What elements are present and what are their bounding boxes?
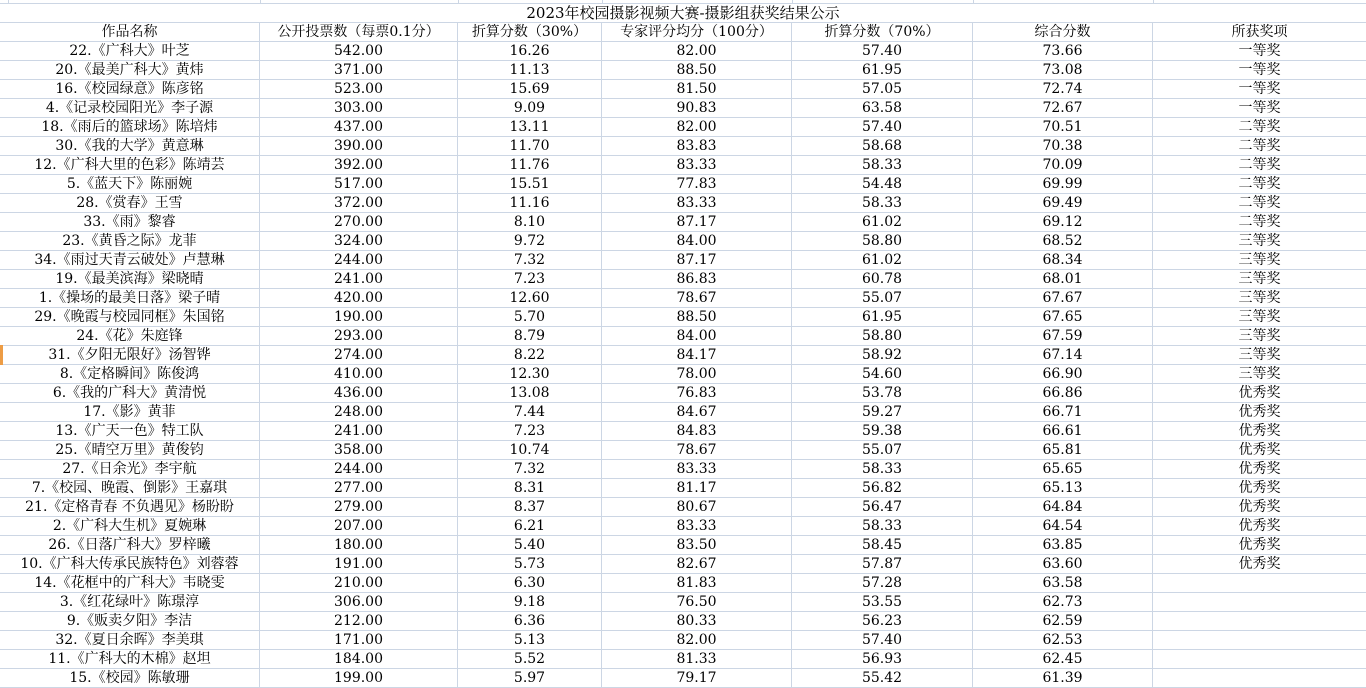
cell-score30[interactable]: 13.11 (458, 118, 602, 136)
cell-score30[interactable]: 6.30 (458, 574, 602, 592)
cell-name[interactable]: 4.《记录校园阳光》李子源 (0, 99, 260, 117)
cell-expert[interactable]: 78.00 (602, 365, 792, 383)
cell-score70[interactable]: 54.48 (792, 175, 973, 193)
cell-score70[interactable]: 58.45 (792, 536, 973, 554)
cell-award[interactable] (1153, 612, 1366, 630)
cell-expert[interactable]: 84.00 (602, 232, 792, 250)
cell-name[interactable]: 7.《校园、晚霞、倒影》王嘉琪 (0, 479, 260, 497)
cell-award[interactable]: 三等奖 (1238, 347, 1281, 363)
header-cell-score30[interactable]: 折算分数（30%） (458, 23, 602, 41)
cell-total[interactable]: 70.51 (973, 118, 1153, 136)
cell-award[interactable]: 二等奖 (1238, 176, 1281, 192)
cell-score30[interactable]: 5.70 (458, 308, 602, 326)
cell-award[interactable]: 优秀奖 (1238, 404, 1281, 420)
cell-score70[interactable]: 58.33 (792, 460, 973, 478)
cell-score70[interactable]: 58.80 (792, 232, 973, 250)
cell-votes[interactable]: 184.00 (260, 650, 458, 668)
cell-votes[interactable]: 241.00 (260, 422, 458, 440)
cell-award[interactable]: 二等奖 (1238, 157, 1281, 173)
cell-score30[interactable]: 16.26 (458, 42, 602, 60)
cell-expert[interactable]: 83.50 (602, 536, 792, 554)
cell-votes[interactable]: 324.00 (260, 232, 458, 250)
cell-score70[interactable]: 61.95 (792, 308, 973, 326)
cell-score70[interactable]: 57.05 (792, 80, 973, 98)
cell-name[interactable]: 17.《影》黄菲 (0, 403, 260, 421)
cell-score30[interactable]: 9.72 (458, 232, 602, 250)
cell-expert[interactable]: 81.33 (602, 650, 792, 668)
cell-votes[interactable]: 371.00 (260, 61, 458, 79)
cell-total[interactable]: 70.38 (973, 137, 1153, 155)
cell-score70[interactable]: 58.80 (792, 327, 973, 345)
cell-award[interactable]: 三等奖 (1238, 366, 1281, 382)
cell-votes[interactable]: 392.00 (260, 156, 458, 174)
cell-award[interactable]: 优秀奖 (1238, 499, 1281, 515)
cell-score70[interactable]: 56.82 (792, 479, 973, 497)
header-cell-total[interactable]: 综合分数 (973, 23, 1153, 41)
header-cell-award[interactable]: 所获奖项 (1231, 24, 1288, 40)
cell-expert[interactable]: 88.50 (602, 61, 792, 79)
cell-award[interactable] (1153, 631, 1366, 649)
cell-score70[interactable]: 59.38 (792, 422, 973, 440)
cell-award[interactable]: 一等奖 (1238, 62, 1281, 78)
cell-total[interactable]: 70.09 (973, 156, 1153, 174)
gridline-tick (8, 0, 9, 3)
cell-votes[interactable]: 437.00 (260, 118, 458, 136)
cell-score70[interactable]: 55.07 (792, 441, 973, 459)
cell-award[interactable]: 二等奖 (1238, 195, 1281, 211)
cell-expert[interactable]: 83.33 (602, 460, 792, 478)
cell-votes[interactable]: 372.00 (260, 194, 458, 212)
cell-expert[interactable]: 82.00 (602, 631, 792, 649)
cell-award[interactable]: 三等奖 (1238, 309, 1281, 325)
cell-name[interactable]: 27.《日余光》李宇航 (0, 460, 260, 478)
cell-name[interactable]: 31.《夕阳无限好》汤智铧 (0, 346, 260, 364)
cell-score70[interactable]: 58.68 (792, 137, 973, 155)
cell-award[interactable] (1153, 593, 1366, 611)
table-row (0, 156, 1366, 175)
table-row (0, 232, 1366, 251)
cell-award[interactable]: 二等奖 (1238, 138, 1281, 154)
header-cell-score70[interactable]: 折算分数（70%） (792, 23, 973, 41)
cell-score30[interactable]: 10.74 (458, 441, 602, 459)
cell-award[interactable]: 二等奖 (1238, 119, 1281, 135)
cell-total[interactable]: 67.14 (973, 346, 1153, 364)
table-row (0, 308, 1366, 327)
cell-votes[interactable]: 180.00 (260, 536, 458, 554)
cell-score30[interactable]: 7.44 (458, 403, 602, 421)
table-row (0, 42, 1366, 61)
cell-score70[interactable]: 58.33 (792, 194, 973, 212)
cell-total[interactable]: 63.58 (973, 574, 1153, 592)
cell-score30[interactable]: 11.76 (458, 156, 602, 174)
cell-votes[interactable]: 270.00 (260, 213, 458, 231)
cell-total[interactable]: 62.45 (973, 650, 1153, 668)
cell-votes[interactable]: 358.00 (260, 441, 458, 459)
table-row (0, 61, 1366, 80)
cell-score30[interactable]: 9.09 (458, 99, 602, 117)
table-row (0, 612, 1366, 631)
cell-score70[interactable]: 61.95 (792, 61, 973, 79)
cell-expert[interactable]: 83.33 (602, 156, 792, 174)
cell-name[interactable]: 16.《校园绿意》陈彦铭 (0, 80, 260, 98)
cell-score30[interactable]: 5.52 (458, 650, 602, 668)
cell-expert[interactable]: 83.33 (602, 194, 792, 212)
cell-votes[interactable]: 191.00 (260, 555, 458, 573)
cell-votes[interactable]: 210.00 (260, 574, 458, 592)
gridline-tick (260, 0, 261, 3)
cell-expert[interactable]: 81.83 (602, 574, 792, 592)
cell-name[interactable]: 9.《贩卖夕阳》李洁 (0, 612, 260, 630)
table-body (0, 42, 1366, 688)
cell-score30[interactable]: 11.70 (458, 137, 602, 155)
table-row (0, 403, 1366, 422)
cell-name[interactable]: 8.《定格瞬间》陈俊鸿 (0, 365, 260, 383)
table-row (0, 555, 1366, 574)
table-row (0, 384, 1366, 403)
cell-award[interactable] (1153, 669, 1366, 687)
table-row (0, 479, 1366, 498)
cell-award[interactable]: 三等奖 (1238, 328, 1281, 344)
table-header-row (0, 23, 1366, 42)
cell-score30[interactable]: 9.18 (458, 593, 602, 611)
cell-total[interactable]: 65.13 (973, 479, 1153, 497)
table-row (0, 118, 1366, 137)
cell-total[interactable]: 62.73 (973, 593, 1153, 611)
cell-total[interactable]: 64.84 (973, 498, 1153, 516)
cell-award[interactable] (1153, 650, 1366, 668)
cell-name[interactable]: 34.《雨过天青云破处》卢慧琳 (0, 251, 260, 269)
cell-votes[interactable]: 244.00 (260, 251, 458, 269)
cell-votes[interactable]: 212.00 (260, 612, 458, 630)
table-row (0, 669, 1366, 688)
cell-total[interactable]: 63.85 (973, 536, 1153, 554)
cell-expert[interactable]: 76.50 (602, 593, 792, 611)
cell-total[interactable]: 68.01 (973, 270, 1153, 288)
cell-votes[interactable]: 306.00 (260, 593, 458, 611)
cell-name[interactable]: 1.《操场的最美日落》梁子晴 (0, 289, 260, 307)
cell-award[interactable]: 三等奖 (1238, 233, 1281, 249)
cell-score70[interactable]: 56.47 (792, 498, 973, 516)
cell-votes[interactable]: 241.00 (260, 270, 458, 288)
table-row (0, 251, 1366, 270)
cell-total[interactable]: 62.59 (973, 612, 1153, 630)
cell-score70[interactable]: 58.33 (792, 517, 973, 535)
cell-votes[interactable]: 199.00 (260, 669, 458, 687)
cell-award[interactable]: 三等奖 (1238, 252, 1281, 268)
cell-votes[interactable]: 410.00 (260, 365, 458, 383)
cell-award[interactable]: 优秀奖 (1238, 537, 1281, 553)
table-row (0, 346, 1366, 365)
cell-expert[interactable]: 87.17 (602, 213, 792, 231)
table-row (0, 536, 1366, 555)
cell-award[interactable]: 优秀奖 (1238, 556, 1281, 572)
table-row (0, 213, 1366, 232)
cell-score70[interactable]: 57.87 (792, 555, 973, 573)
table-row (0, 327, 1366, 346)
cell-score30[interactable]: 6.21 (458, 517, 602, 535)
cell-name[interactable]: 23.《黄昏之际》龙菲 (0, 232, 260, 250)
partial-row-above (0, 0, 1366, 4)
cell-score70[interactable]: 59.27 (792, 403, 973, 421)
table-row (0, 80, 1366, 99)
cell-votes[interactable]: 244.00 (260, 460, 458, 478)
cell-score30[interactable]: 8.37 (458, 498, 602, 516)
cell-award[interactable]: 一等奖 (1238, 100, 1281, 116)
cell-score70[interactable]: 54.60 (792, 365, 973, 383)
cell-votes[interactable]: 171.00 (260, 631, 458, 649)
cell-name[interactable]: 13.《广天一色》特工队 (0, 422, 260, 440)
cell-expert[interactable]: 88.50 (602, 308, 792, 326)
header-cell-name[interactable]: 作品名称 (0, 23, 260, 41)
cell-score70[interactable]: 55.07 (792, 289, 973, 307)
table-row (0, 441, 1366, 460)
cell-score30[interactable]: 13.08 (458, 384, 602, 402)
cell-award[interactable]: 二等奖 (1238, 214, 1281, 230)
cell-total[interactable]: 69.49 (973, 194, 1153, 212)
cell-votes[interactable]: 190.00 (260, 308, 458, 326)
cell-total[interactable]: 68.52 (973, 232, 1153, 250)
cell-total[interactable]: 66.90 (973, 365, 1153, 383)
cell-score30[interactable]: 7.32 (458, 460, 602, 478)
cell-name[interactable]: 15.《校园》陈敏珊 (0, 669, 260, 687)
cell-total[interactable]: 66.61 (973, 422, 1153, 440)
cell-expert[interactable]: 82.00 (602, 42, 792, 60)
cell-award[interactable]: 一等奖 (1238, 81, 1281, 97)
cell-score70[interactable]: 53.55 (792, 593, 973, 611)
cell-name[interactable]: 25.《晴空万里》黄俊钧 (0, 441, 260, 459)
cell-score70[interactable]: 57.28 (792, 574, 973, 592)
gridline-tick (792, 0, 793, 3)
cell-score30[interactable]: 5.97 (458, 669, 602, 687)
cell-votes[interactable]: 420.00 (260, 289, 458, 307)
cell-votes[interactable]: 517.00 (260, 175, 458, 193)
cell-total[interactable]: 73.08 (973, 61, 1153, 79)
cell-name[interactable]: 14.《花框中的广科大》韦晓雯 (0, 574, 260, 592)
cell-score30[interactable]: 8.22 (458, 346, 602, 364)
cell-expert[interactable]: 81.50 (602, 80, 792, 98)
table-row (0, 593, 1366, 612)
cell-score30[interactable]: 12.60 (458, 289, 602, 307)
cell-score70[interactable]: 57.40 (792, 631, 973, 649)
cell-votes[interactable]: 279.00 (260, 498, 458, 516)
cell-total[interactable]: 62.53 (973, 631, 1153, 649)
cell-total[interactable]: 64.54 (973, 517, 1153, 535)
cell-score70[interactable]: 56.93 (792, 650, 973, 668)
table-row (0, 460, 1366, 479)
cell-expert[interactable]: 77.83 (602, 175, 792, 193)
cell-total[interactable]: 67.65 (973, 308, 1153, 326)
cell-award[interactable]: 优秀奖 (1238, 518, 1281, 534)
cell-award[interactable]: 优秀奖 (1238, 442, 1281, 458)
table-row (0, 517, 1366, 536)
cell-total[interactable]: 68.34 (973, 251, 1153, 269)
cell-name[interactable]: 21.《定格青春 不负遇见》杨盼盼 (0, 498, 260, 516)
cell-total[interactable]: 65.81 (973, 441, 1153, 459)
cell-expert[interactable]: 80.67 (602, 498, 792, 516)
table-row (0, 99, 1366, 118)
table-row (0, 194, 1366, 213)
cell-expert[interactable]: 79.17 (602, 669, 792, 687)
cell-expert[interactable]: 84.17 (602, 346, 792, 364)
cell-name[interactable]: 28.《赏春》王雪 (0, 194, 260, 212)
header-cell-votes[interactable]: 公开投票数（每票0.1分） (260, 23, 458, 41)
cell-name[interactable]: 3.《红花绿叶》陈璟淳 (0, 593, 260, 611)
table-row (0, 175, 1366, 194)
cell-score30[interactable]: 5.13 (458, 631, 602, 649)
cell-award[interactable] (1153, 574, 1366, 592)
table-row (0, 574, 1366, 593)
cell-total[interactable]: 66.86 (973, 384, 1153, 402)
cell-score70[interactable]: 53.78 (792, 384, 973, 402)
table-row (0, 365, 1366, 384)
cell-votes[interactable]: 293.00 (260, 327, 458, 345)
cell-expert[interactable]: 82.00 (602, 118, 792, 136)
gridline-tick (602, 0, 603, 3)
cell-total[interactable]: 61.39 (973, 669, 1153, 687)
cell-score30[interactable]: 12.30 (458, 365, 602, 383)
cell-expert[interactable]: 80.33 (602, 612, 792, 630)
cell-name[interactable]: 24.《花》朱庭锋 (0, 327, 260, 345)
cell-votes[interactable]: 274.00 (260, 346, 458, 364)
cell-name[interactable]: 20.《最美广科大》黄炜 (0, 61, 260, 79)
cell-name[interactable]: 30.《我的大学》黄意琳 (0, 137, 260, 155)
cell-expert[interactable]: 87.17 (602, 251, 792, 269)
cell-name[interactable]: 26.《日落广科大》罗梓曦 (0, 536, 260, 554)
cell-votes[interactable]: 523.00 (260, 80, 458, 98)
cell-expert[interactable]: 81.17 (602, 479, 792, 497)
table-row (0, 422, 1366, 441)
cell-score70[interactable]: 61.02 (792, 251, 973, 269)
cell-score70[interactable]: 63.58 (792, 99, 973, 117)
cell-name[interactable]: 6.《我的广科大》黄清悦 (0, 384, 260, 402)
cell-total[interactable]: 72.67 (973, 99, 1153, 117)
table-row (0, 631, 1366, 650)
cell-name[interactable]: 11.《广科大的木棉》赵坦 (0, 650, 260, 668)
cell-expert[interactable]: 86.83 (602, 270, 792, 288)
cell-expert[interactable]: 76.83 (602, 384, 792, 402)
cell-score70[interactable]: 55.42 (792, 669, 973, 687)
cell-votes[interactable]: 542.00 (260, 42, 458, 60)
table-row (0, 498, 1366, 517)
cell-total[interactable]: 65.65 (973, 460, 1153, 478)
table-row (0, 289, 1366, 308)
cell-expert[interactable]: 78.67 (602, 441, 792, 459)
cell-score30[interactable]: 8.79 (458, 327, 602, 345)
cell-score30[interactable]: 7.32 (458, 251, 602, 269)
cell-name[interactable]: 33.《雨》黎睿 (0, 213, 260, 231)
cell-score30[interactable]: 6.36 (458, 612, 602, 630)
cell-votes[interactable]: 248.00 (260, 403, 458, 421)
table-row (0, 650, 1366, 669)
cell-award[interactable]: 优秀奖 (1238, 461, 1281, 477)
cell-score30[interactable]: 5.40 (458, 536, 602, 554)
cell-award[interactable]: 三等奖 (1238, 271, 1281, 287)
gridline-tick (1153, 0, 1154, 3)
cell-award[interactable]: 优秀奖 (1238, 423, 1281, 439)
cell-name[interactable]: 19.《最美滨海》梁晓晴 (0, 270, 260, 288)
cell-name[interactable]: 32.《夏日余晖》李美琪 (0, 631, 260, 649)
cell-expert[interactable]: 83.83 (602, 137, 792, 155)
cell-total[interactable]: 67.67 (973, 289, 1153, 307)
cell-votes[interactable]: 277.00 (260, 479, 458, 497)
sheet-title[interactable]: 2023年校园摄影视频大赛-摄影组获奖结果公示 (0, 4, 1366, 23)
cell-expert[interactable]: 84.83 (602, 422, 792, 440)
cell-score70[interactable]: 56.23 (792, 612, 973, 630)
cell-score70[interactable]: 57.40 (792, 118, 973, 136)
cell-score30[interactable]: 8.31 (458, 479, 602, 497)
cell-votes[interactable]: 436.00 (260, 384, 458, 402)
cell-votes[interactable]: 207.00 (260, 517, 458, 535)
cell-award[interactable]: 优秀奖 (1238, 385, 1281, 401)
cell-total[interactable]: 69.99 (973, 175, 1153, 193)
cell-expert[interactable]: 82.67 (602, 555, 792, 573)
cell-score30[interactable]: 11.16 (458, 194, 602, 212)
cell-expert[interactable]: 84.67 (602, 403, 792, 421)
cell-total[interactable]: 72.74 (973, 80, 1153, 98)
cell-score30[interactable]: 8.10 (458, 213, 602, 231)
cell-award[interactable]: 优秀奖 (1238, 480, 1281, 496)
table-row (0, 270, 1366, 289)
cell-votes[interactable]: 303.00 (260, 99, 458, 117)
row-annotation-marker (0, 345, 3, 365)
cell-expert[interactable]: 78.67 (602, 289, 792, 307)
cell-score30[interactable]: 15.51 (458, 175, 602, 193)
cell-score30[interactable]: 7.23 (458, 422, 602, 440)
cell-score70[interactable]: 60.78 (792, 270, 973, 288)
cell-name[interactable]: 29.《晚霞与校园同框》朱国铭 (0, 308, 260, 326)
cell-votes[interactable]: 390.00 (260, 137, 458, 155)
cell-expert[interactable]: 84.00 (602, 327, 792, 345)
cell-score30[interactable]: 7.23 (458, 270, 602, 288)
cell-name[interactable]: 12.《广科大里的色彩》陈靖芸 (0, 156, 260, 174)
cell-name[interactable]: 10.《广科大传承民族特色》刘蓉蓉 (0, 555, 260, 573)
cell-total[interactable]: 66.71 (973, 403, 1153, 421)
cell-award[interactable]: 一等奖 (1238, 43, 1281, 59)
cell-score70[interactable]: 58.92 (792, 346, 973, 364)
cell-score70[interactable]: 61.02 (792, 213, 973, 231)
cell-total[interactable]: 73.66 (973, 42, 1153, 60)
table-row (0, 137, 1366, 156)
cell-total[interactable]: 67.59 (973, 327, 1153, 345)
cell-score70[interactable]: 58.33 (792, 156, 973, 174)
header-cell-expert[interactable]: 专家评分均分（100分） (602, 23, 792, 41)
gridline-tick (458, 0, 459, 3)
cell-score70[interactable]: 57.40 (792, 42, 973, 60)
cell-name[interactable]: 18.《雨后的篮球场》陈培炜 (0, 118, 260, 136)
cell-score30[interactable]: 5.73 (458, 555, 602, 573)
cell-name[interactable]: 5.《蓝天下》陈丽婉 (0, 175, 260, 193)
cell-total[interactable]: 69.12 (973, 213, 1153, 231)
cell-name[interactable]: 2.《广科大生机》夏婉琳 (0, 517, 260, 535)
cell-award[interactable]: 三等奖 (1238, 290, 1281, 306)
cell-name[interactable]: 22.《广科大》叶芝 (0, 42, 260, 60)
cell-expert[interactable]: 83.33 (602, 517, 792, 535)
gridline-tick (973, 0, 974, 3)
cell-score30[interactable]: 15.69 (458, 80, 602, 98)
cell-expert[interactable]: 90.83 (602, 99, 792, 117)
cell-total[interactable]: 63.60 (973, 555, 1153, 573)
cell-score30[interactable]: 11.13 (458, 61, 602, 79)
